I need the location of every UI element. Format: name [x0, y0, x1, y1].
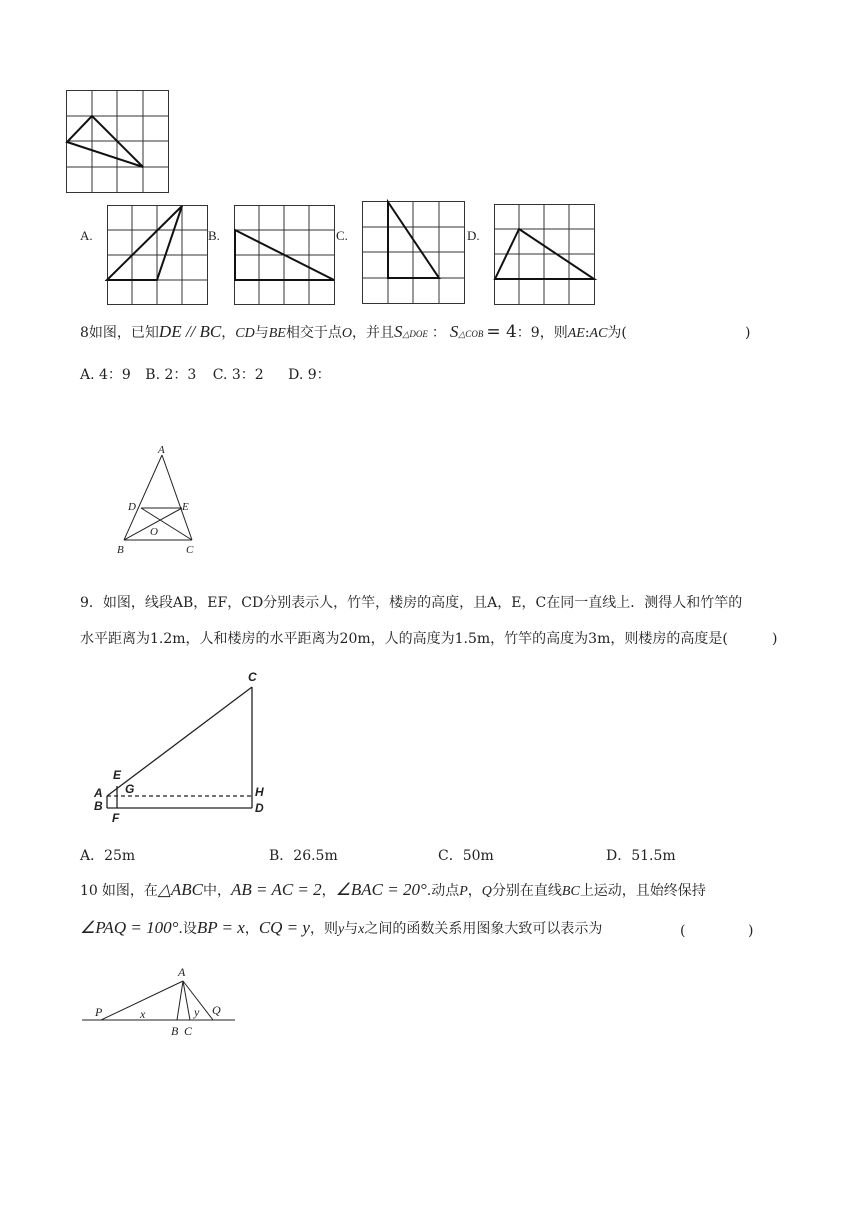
- q8-choice-c: C. 3：2: [212, 367, 264, 383]
- q8-label-o: O: [150, 526, 158, 538]
- q10-label-a: A: [178, 965, 186, 979]
- q9-label-e: E: [113, 768, 122, 782]
- q7-option-d-grid: [494, 204, 595, 305]
- q10-line-figure: [80, 962, 240, 1042]
- q9-answer-paren-close: ): [772, 631, 778, 647]
- q8-label-b: B: [117, 544, 124, 556]
- q9-label-a: A: [94, 786, 103, 800]
- q9-building-figure: [88, 665, 278, 825]
- q9-label-b: B: [94, 799, 103, 813]
- q8-choice-b: B. 2：3: [145, 367, 197, 383]
- q8-answer-paren-close: ): [745, 325, 751, 341]
- q7-option-b-grid: [234, 205, 335, 305]
- q7-reference-grid-figure: [66, 90, 170, 194]
- q10-stem-line-1: 10 如图，在△ABC中，AB = AC = 2，∠BAC = 20°.动点P，Q分别在直线BC上运动，且始终保持: [80, 880, 706, 899]
- q7-option-c-label: C.: [336, 228, 348, 243]
- q8-triangle-figure: [112, 440, 202, 558]
- q9-choice-b: B．26.5m: [269, 848, 338, 864]
- q10-label-y: y: [194, 1005, 200, 1019]
- q10-label-x: x: [140, 1007, 146, 1021]
- q9-choice-a: A．25m: [80, 848, 136, 864]
- q10-label-b: B: [171, 1024, 179, 1038]
- q8-stem: 8如图，已知DE // BC，CD与BE相交于点O，并且S△DOE ： S△COB = 4：9，则AE:AC为(: [80, 322, 627, 342]
- q9-label-d: D: [255, 801, 264, 815]
- q9-stem-line-1: 9．如图，线段AB，EF，CD分别表示人，竹竿，楼房的高度，且A，E，C在同一直线上．测得人和竹竿的: [80, 595, 743, 611]
- q9-stem-line-2: 水平距离为1.2m，人和楼房的水平距离为20m，人的高度为1.5m，竹竿的高度为3m，则楼房的高度是(: [80, 631, 728, 647]
- q10-answer-paren-open: (: [680, 923, 686, 939]
- q8-choice-d: D. 9：: [288, 367, 331, 383]
- q7-option-a-grid: [107, 205, 208, 305]
- q9-label-h: H: [255, 785, 264, 799]
- q10-label-q: Q: [212, 1003, 221, 1017]
- q8-label-e: E: [182, 501, 189, 513]
- q7-option-a-triangle: [107, 206, 182, 280]
- q9-label-c: C: [248, 670, 257, 684]
- q9-choice-d: D．51.5m: [606, 848, 676, 864]
- q10-answer-paren-close: ): [748, 923, 754, 939]
- q7-option-c-grid: [362, 201, 466, 305]
- q10-label-c: C: [184, 1024, 193, 1038]
- q10-label-p: P: [95, 1005, 103, 1019]
- q9-label-f: F: [112, 811, 120, 825]
- q8-label-c: C: [186, 544, 194, 556]
- q9-choice-c: C．50m: [438, 848, 494, 864]
- q7-option-b-label: B.: [208, 228, 220, 243]
- q8-choice-a: A. 4：9: [80, 367, 131, 383]
- q7-option-d-label: D.: [467, 228, 480, 243]
- q8-label-d: D: [128, 501, 136, 513]
- q8-label-a: A: [158, 444, 165, 456]
- q8-choices: [80, 365, 331, 385]
- q10-stem-line-2: ∠PAQ = 100°.设BP = x，CQ = y，则y与x之间的函数关系用图象大致可以表示为: [80, 918, 603, 937]
- q7-option-a-label: A.: [80, 228, 93, 243]
- q9-label-g: G: [125, 782, 135, 796]
